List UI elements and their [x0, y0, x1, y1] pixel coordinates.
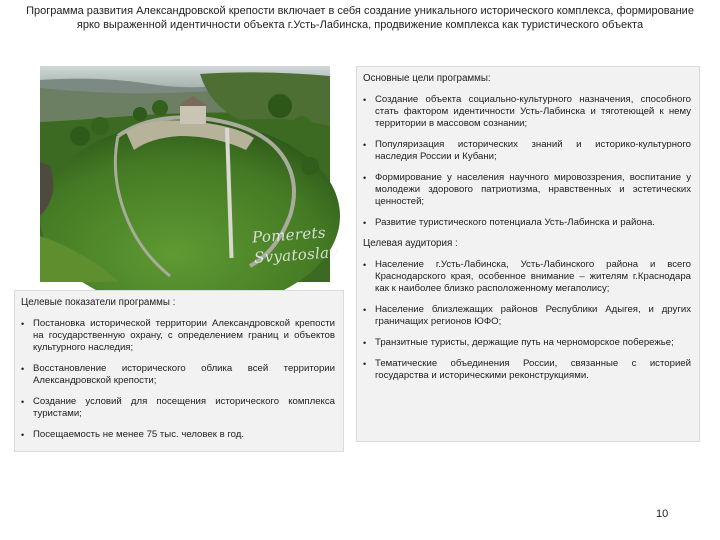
watermark-sub: Svyatoslav: [253, 243, 339, 267]
bullet-icon: •: [363, 218, 367, 228]
bullet-icon: •: [21, 397, 25, 407]
indicators-list: [21, 318, 335, 441]
indicators-panel: [14, 290, 344, 452]
bullet-icon: •: [363, 95, 367, 105]
list-item: • Население г.Усть-Лабинска, Усть-Лабинского района и всего Краснодарского края, особенное внимание – жителям г.Краснодара как к наиболее близко расположенному мегаполису;: [363, 259, 691, 294]
list-item: • Создание условий для посещения исторического комплекса туристами;: [21, 396, 335, 419]
list-item: • Популяризация исторических знаний и историко-культурного наследия России и Кубани;: [363, 139, 691, 162]
bullet-icon: •: [363, 338, 367, 348]
bullet-icon: •: [21, 364, 25, 374]
bullet-icon: •: [363, 173, 367, 183]
list-item: • Развитие туристического потенциала Усть-Лабинска и района.: [363, 217, 655, 228]
audience-list: [363, 259, 691, 382]
list-item: • Тематические объединения России, связанные с историей государства и историческими реконструкциями.: [363, 358, 691, 381]
list-item: • Постановка исторической территории Александровской крепости на государственную охрану, с определением границ и объектов культурного наследия;: [21, 318, 335, 353]
goals-audience-panel: [356, 66, 700, 442]
list-item: • Транзитные туристы, держащие путь на черноморское побережье;: [363, 337, 674, 348]
list-item: • Формирование у населения научного мировоззрения, воспитание у молодежи здорового патриотизма, нравственных и эстетических ценностей;: [363, 172, 691, 207]
list-item: • Население близлежащих районов Республики Адыгея, и других граничащих регионов ЮФО;: [363, 304, 691, 327]
fortress-photo: [40, 66, 339, 282]
audience-heading: Целевая аудитория :: [363, 238, 458, 249]
bullet-icon: •: [363, 260, 367, 270]
bullet-icon: •: [363, 305, 367, 315]
main-goals-heading: Основные цели программы:: [363, 73, 491, 84]
bullet-icon: •: [21, 430, 25, 440]
page-number: 10: [656, 508, 669, 520]
bullet-icon: •: [363, 140, 367, 150]
bullet-icon: •: [21, 319, 25, 329]
watermark-name: Pomerets: [251, 223, 327, 247]
list-item: • Восстановление исторического облика всей территории Александровской крепости;: [21, 363, 335, 386]
list-item: • Создание объекта социально-культурного назначения, способного стать фактором идентичности Усть-Лабинска и тяготеющей к нему территории в массовом сознании;: [363, 94, 691, 129]
bullet-icon: •: [363, 359, 367, 369]
list-item: • Посещаемость не менее 75 тыс. человек в год.: [21, 429, 245, 440]
page-title: Программа развития Александровской крепости включает в себя создание уникального исторического комплекса, формирование ярко выраженной идентичности объекта г.Усть-Лабинска, продвижение комплекса как туристического объекта: [26, 5, 694, 31]
indicators-heading: Целевые показатели программы :: [21, 297, 176, 308]
main-goals-list: [363, 94, 691, 229]
